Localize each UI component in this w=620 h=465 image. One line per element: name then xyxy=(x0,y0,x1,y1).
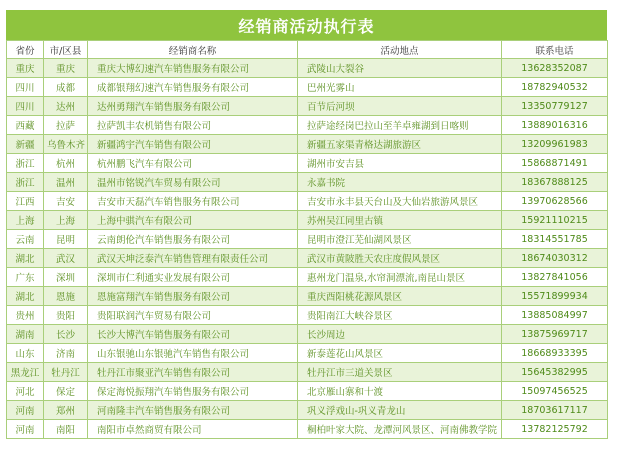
dealer-name-cell: 达州勇翔汽车销售服务有限公司 xyxy=(88,97,298,116)
table-row xyxy=(7,97,608,116)
table-row xyxy=(7,325,608,344)
province-cell: 重庆 xyxy=(7,59,44,78)
location-cell: 吉安市永丰县天台山及大仙岩旅游风景区 xyxy=(298,192,502,211)
table-row xyxy=(7,420,608,439)
table-row xyxy=(7,154,608,173)
province-cell: 江西 xyxy=(7,192,44,211)
phone-cell: 13628352087 xyxy=(502,59,608,78)
phone-cell: 13782125792 xyxy=(502,420,608,439)
province-cell: 浙江 xyxy=(7,173,44,192)
province-cell: 黑龙江 xyxy=(7,363,44,382)
city-cell: 乌鲁木齐 xyxy=(44,135,88,154)
table-row xyxy=(7,306,608,325)
city-cell: 达州 xyxy=(44,97,88,116)
province-cell: 河北 xyxy=(7,382,44,401)
phone-cell: 18674030312 xyxy=(502,249,608,268)
city-cell: 重庆 xyxy=(44,59,88,78)
dealer-name-cell: 山东银驰山东银驰汽车销售有限公司 xyxy=(88,344,298,363)
phone-cell: 15571899934 xyxy=(502,287,608,306)
dealer-name-cell: 保定海悦振翔汽车销售服务有限公司 xyxy=(88,382,298,401)
dealer-name-cell: 拉萨凯丰农机销售有限公司 xyxy=(88,116,298,135)
table-row xyxy=(7,173,608,192)
table-row xyxy=(7,59,608,78)
dealer-name-cell: 河南隆丰汽车销售服务有限公司 xyxy=(88,401,298,420)
province-cell: 云南 xyxy=(7,230,44,249)
city-cell: 武汉 xyxy=(44,249,88,268)
table-row xyxy=(7,287,608,306)
phone-cell: 15921110215 xyxy=(502,211,608,230)
location-cell: 惠州龙门温泉,水帘洞漂流,南昆山景区 xyxy=(298,268,502,287)
dealer-name-cell: 武汉天坤泛泰汽车销售管理有限责任公司 xyxy=(88,249,298,268)
column-header-location: 活动地点 xyxy=(298,41,502,59)
phone-cell: 13209961983 xyxy=(502,135,608,154)
table-row xyxy=(7,116,608,135)
phone-cell: 15645382995 xyxy=(502,363,608,382)
dealer-name-cell: 南阳市卓然商贸有限公司 xyxy=(88,420,298,439)
phone-cell: 13885084997 xyxy=(502,306,608,325)
table-row xyxy=(7,363,608,382)
phone-cell: 18367888125 xyxy=(502,173,608,192)
dealer-name-cell: 吉安市天磊汽车销售服务有限公司 xyxy=(88,192,298,211)
dealer-name-cell: 上海中骐汽车有限公司 xyxy=(88,211,298,230)
location-cell: 桐柏叶家大院、龙潭河风景区、河南佛教学院 xyxy=(298,420,502,439)
dealer-name-cell: 云南朗伦汽车销售服务有限公司 xyxy=(88,230,298,249)
dealer-name-cell: 新疆鸿宇汽车销售有限公司 xyxy=(88,135,298,154)
city-cell: 温州 xyxy=(44,173,88,192)
dealer-name-cell: 贵阳联润汽车贸易有限公司 xyxy=(88,306,298,325)
location-cell: 牡丹江市三道关景区 xyxy=(298,363,502,382)
table-row xyxy=(7,192,608,211)
table-row xyxy=(7,249,608,268)
phone-cell: 15868871491 xyxy=(502,154,608,173)
phone-cell: 18668933395 xyxy=(502,344,608,363)
location-cell: 永嘉书院 xyxy=(298,173,502,192)
page-title: 经销商活动执行表 xyxy=(6,10,607,40)
city-cell: 上海 xyxy=(44,211,88,230)
city-cell: 南阳 xyxy=(44,420,88,439)
city-cell: 长沙 xyxy=(44,325,88,344)
table-row xyxy=(7,135,608,154)
location-cell: 重庆酉阳桃花源风景区 xyxy=(298,287,502,306)
location-cell: 湖州市安吉县 xyxy=(298,154,502,173)
phone-cell: 13970628566 xyxy=(502,192,608,211)
city-cell: 贵阳 xyxy=(44,306,88,325)
city-cell: 昆明 xyxy=(44,230,88,249)
city-cell: 拉萨 xyxy=(44,116,88,135)
province-cell: 广东 xyxy=(7,268,44,287)
location-cell: 苏州吴江同里古镇 xyxy=(298,211,502,230)
phone-cell: 18782940532 xyxy=(502,78,608,97)
table-row xyxy=(7,211,608,230)
province-cell: 浙江 xyxy=(7,154,44,173)
phone-cell: 15097456525 xyxy=(502,382,608,401)
city-cell: 牡丹江 xyxy=(44,363,88,382)
province-cell: 贵州 xyxy=(7,306,44,325)
phone-cell: 13875969717 xyxy=(502,325,608,344)
province-cell: 湖北 xyxy=(7,249,44,268)
table-row xyxy=(7,344,608,363)
phone-cell: 13827841056 xyxy=(502,268,608,287)
province-cell: 湖北 xyxy=(7,287,44,306)
province-cell: 新疆 xyxy=(7,135,44,154)
city-cell: 保定 xyxy=(44,382,88,401)
dealer-name-cell: 重庆大博幻速汽车销售服务有限公司 xyxy=(88,59,298,78)
location-cell: 北京雁山寨和十渡 xyxy=(298,382,502,401)
city-cell: 成都 xyxy=(44,78,88,97)
province-cell: 湖南 xyxy=(7,325,44,344)
province-cell: 河南 xyxy=(7,420,44,439)
dealer-name-cell: 成都银翔幻速汽车销售服务有限公司 xyxy=(88,78,298,97)
location-cell: 昆明市澄江芜仙湖风景区 xyxy=(298,230,502,249)
dealer-name-cell: 恩施富翔汽车销售服务有限公司 xyxy=(88,287,298,306)
column-header-dealer: 经销商名称 xyxy=(88,41,298,59)
location-cell: 武汉市黄陂胜天农庄度假风景区 xyxy=(298,249,502,268)
dealer-name-cell: 长沙大博汽车销售服务有限公司 xyxy=(88,325,298,344)
column-header-province: 省份 xyxy=(7,41,44,59)
province-cell: 山东 xyxy=(7,344,44,363)
table-header-row xyxy=(7,41,608,59)
city-cell: 杭州 xyxy=(44,154,88,173)
city-cell: 郑州 xyxy=(44,401,88,420)
province-cell: 四川 xyxy=(7,97,44,116)
province-cell: 西藏 xyxy=(7,116,44,135)
dealer-name-cell: 深圳市仁利通实业发展有限公司 xyxy=(88,268,298,287)
location-cell: 百节后河坝 xyxy=(298,97,502,116)
table-row xyxy=(7,268,608,287)
city-cell: 恩施 xyxy=(44,287,88,306)
location-cell: 贵阳南江大峡谷景区 xyxy=(298,306,502,325)
province-cell: 上海 xyxy=(7,211,44,230)
table-row xyxy=(7,230,608,249)
table-row xyxy=(7,382,608,401)
table-row xyxy=(7,78,608,97)
column-header-phone: 联系电话 xyxy=(502,41,608,59)
dealer-name-cell: 温州市铭锐汽车贸易有限公司 xyxy=(88,173,298,192)
phone-cell: 18314551785 xyxy=(502,230,608,249)
location-cell: 巩义浮戏山-巩义青龙山 xyxy=(298,401,502,420)
location-cell: 巴州光雾山 xyxy=(298,78,502,97)
city-cell: 吉安 xyxy=(44,192,88,211)
phone-cell: 13889016316 xyxy=(502,116,608,135)
location-cell: 武陵山大裂谷 xyxy=(298,59,502,78)
location-cell: 新泰莲花山风景区 xyxy=(298,344,502,363)
location-cell: 拉萨途经岗巴拉山至羊卓雍湖到日喀则 xyxy=(298,116,502,135)
phone-cell: 18703617117 xyxy=(502,401,608,420)
city-cell: 济南 xyxy=(44,344,88,363)
dealer-activity-sheet xyxy=(6,10,607,439)
dealer-table xyxy=(6,40,608,439)
city-cell: 深圳 xyxy=(44,268,88,287)
phone-cell: 13350779127 xyxy=(502,97,608,116)
dealer-name-cell: 牡丹江市聚亚汽车销售有限公司 xyxy=(88,363,298,382)
location-cell: 新疆五家渠青格达湖旅游区 xyxy=(298,135,502,154)
province-cell: 四川 xyxy=(7,78,44,97)
table-row xyxy=(7,401,608,420)
province-cell: 河南 xyxy=(7,401,44,420)
dealer-name-cell: 杭州鹏飞汽车有限公司 xyxy=(88,154,298,173)
column-header-city: 市/区县 xyxy=(44,41,88,59)
location-cell: 长沙周边 xyxy=(298,325,502,344)
